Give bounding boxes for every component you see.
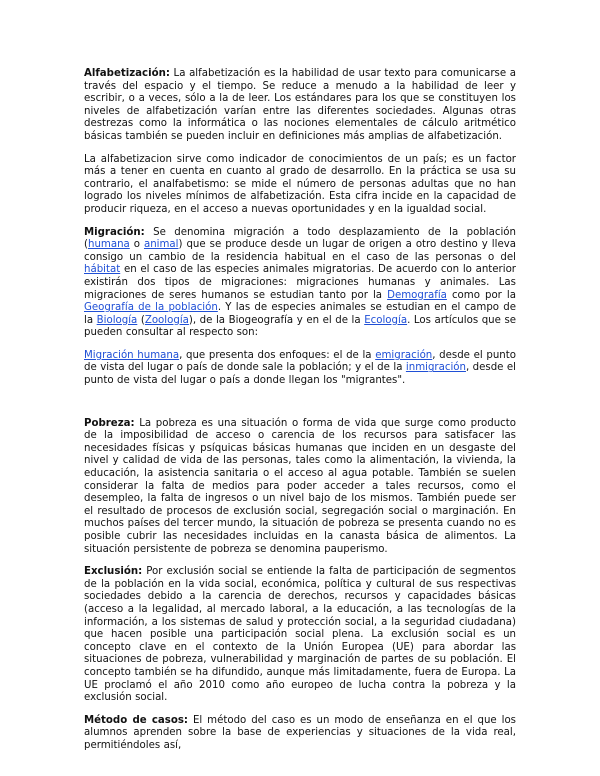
link-geografia-poblacion[interactable]: Geografía de la población <box>84 302 218 314</box>
link-humana[interactable]: humana <box>87 239 130 251</box>
link-biologia[interactable]: Biología <box>96 314 138 326</box>
paragraph-alfabetizacion-2: La alfabetizacion sirve como indicador de conocimientos de un país; es un factor más a tener en cuenta en cuanto al grado de desarrollo. En la práctica se usa su contrario, el analfabetismo: se mide el número de personas adultas que no han logrado los niveles mínimos de alfabetización. Esta cifra incide en la capacidad de producir riqueza, en el acceso a nuevas oportunidades y en la igualdad social. <box>84 153 516 215</box>
paragraph-alfabetizacion <box>84 68 516 144</box>
link-inmigracion[interactable]: inmigración <box>405 362 466 374</box>
definition-metodo-casos: El método del caso es un modo de enseñanza en el que los alumnos aprenden sobre la base de experiencias y situaciones de la vida real, permitiéndoles así, <box>84 714 516 751</box>
link-demografia[interactable]: Demografía <box>387 289 447 301</box>
paragraph-migracion: Migración: Se denomina migración a todo desplazamiento de la población (humana o animal) que se produce desde un lugar de origen a otro destino y lleva consigo un cambio de la residencia habitual en el caso de las personas o del hábitat en el caso de las especies animales migratorias. De acuerdo con lo anterior existirán dos tipos de migraciones: migraciones humanas y animales. Las migraciones de seres humanos se estudian tanto por la Demografía como por la Geografía de la población. Y las de especies animales se estudian en el campo de la Biología (Zoología), de la Biogeografía y en el de la Ecología. Los artículos que se pueden consultar al respecto son: <box>84 226 517 339</box>
term-exclusion: Exclusión: <box>84 566 143 578</box>
term-metodo-casos: Método de casos: <box>84 714 189 726</box>
paragraph-migracion-humana: Migración humana, que presenta dos enfoques: el de la emigración, desde el punto de vista del lugar o país de donde sale la población; y el de la inmigración, desde el punto de vista del lugar o país a donde llegan los "migrantes". <box>84 349 516 387</box>
definition-exclusion: Por exclusión social se entiende la falta de participación de segmentos de la población en la vida social, económica, política y cultural de sus respectivas sociedades debido a la carencia de derechos, recursos y capacidades básicas (acceso a la legalidad, al mercado laboral, a la educación, a las tecnologías de la información, a los sistemas de salud y protección social, a la seguridad ciudadana) que hacen posible una participación social plena. La exclusión social es un concepto clave en el contexto de la Unión Europea (UE) para abordar las situaciones de pobreza, vulnerabilidad y marginación de partes de su población. El concepto también se ha difundido, aunque más limitadamente, fuera de Europa. La UE proclamó el año 2010 como año europeo de lucha contra la pobreza y la exclusión social. <box>84 566 516 704</box>
section-gap <box>84 398 516 418</box>
paragraph-pobreza <box>84 418 516 557</box>
paragraph-metodo-casos <box>84 715 516 753</box>
link-ecologia[interactable]: Ecología <box>364 314 408 326</box>
definition-alfabetizacion: La alfabetización es la habilidad de usar texto para comunicarse a través del espacio y el tiempo. Se reduce a menudo a la habilidad de leer y escribir, o a veces, sólo a la de leer. Los estándares para los que se constituyen los niveles de alfabetización varían entre las diferentes sociedades. Algunas otras destrezas como la informática o las nociones elementales de cálculo aritmético básicas también se pueden incluir en definiciones más amplias de alfabetización. <box>84 68 516 142</box>
definition-pobreza: La pobreza es una situación o forma de vida que surge como producto de la imposibilidad de acceso o carencia de los recursos para satisfacer las necesidades físicas y psíquicas básicas humanas que inciden en un desgaste del nivel y calidad de vida de las personas, tales como la alimentación, la vivienda, la educación, la asistencia sanitaria o el acceso al agua potable. También se suelen considerar la falta de medios para poder acceder a tales recursos, como el desempleo, la falta de ingresos o un nivel bajo de los mismos. También puede ser el resultado de procesos de exclusión social, segregación social o marginación. En muchos países del tercer mundo, la situación de pobreza se presenta cuando no es posible cubrir las necesidades incluidas en la canasta básica de alimentos. La situación persistente de pobreza se denomina pauperismo. <box>84 417 516 555</box>
term-pobreza: Pobreza: <box>84 417 135 429</box>
paragraph-exclusion <box>84 566 516 705</box>
link-emigracion[interactable]: emigración <box>375 349 433 361</box>
term-alfabetizacion: Alfabetización: <box>84 68 170 79</box>
link-zoologia[interactable]: Zoología <box>144 314 189 326</box>
link-animal[interactable]: animal <box>143 239 179 251</box>
term-migracion: Migración: <box>84 226 145 238</box>
link-migracion-humana[interactable]: Migración humana <box>84 349 180 361</box>
link-habitat[interactable]: hábitat <box>84 264 121 276</box>
document-page <box>84 68 516 763</box>
